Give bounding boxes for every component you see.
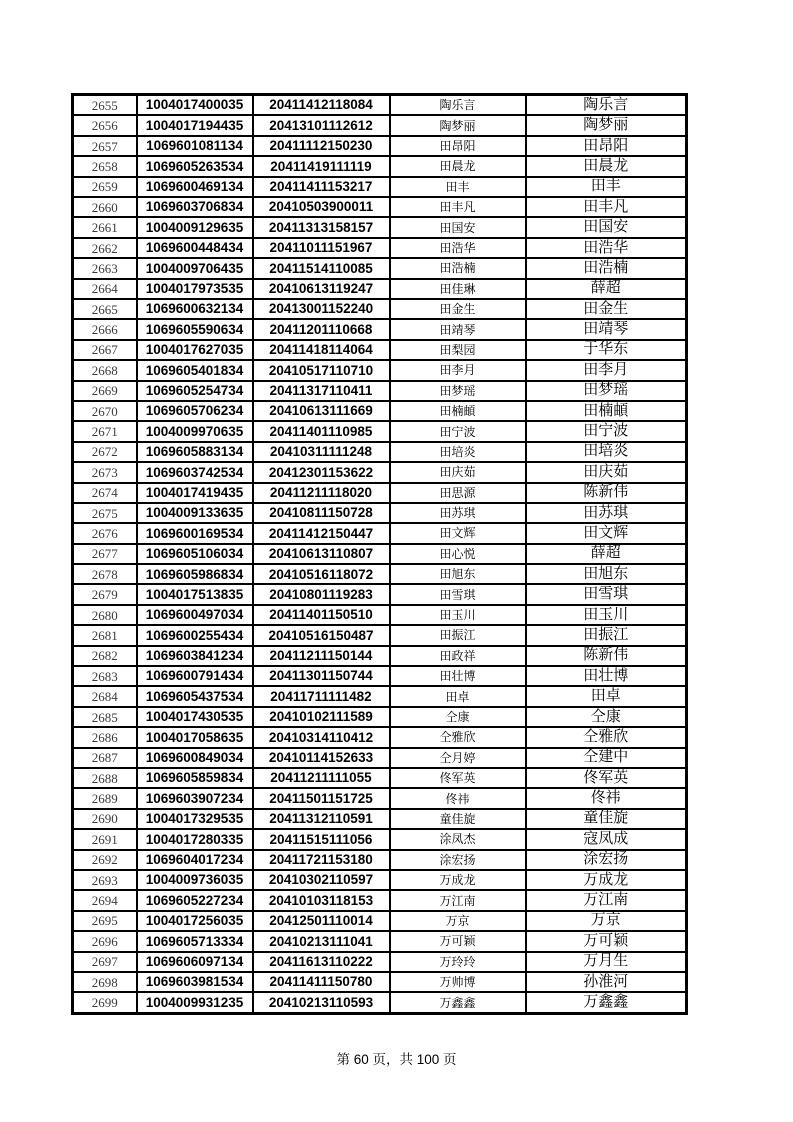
table-row [73,544,687,564]
cell-id-number: 1069600255434 [137,625,253,645]
cell-registration-number: 20411721153180 [253,850,390,870]
cell-second-name: 佟祎 [526,788,687,808]
cell-second-name: 田庆茹 [526,462,687,482]
cell-registration-number: 20411418114064 [253,340,390,360]
cell-name: 万江南 [390,890,526,910]
cell-registration-number: 20411419111119 [253,156,390,176]
cell-registration-number: 20410213111041 [253,931,390,951]
cell-registration-number: 20411301150744 [253,666,390,686]
cell-id-number: 1069600791434 [137,666,253,686]
table-row [73,727,687,747]
table-row [73,931,687,951]
cell-registration-number: 20411211150144 [253,646,390,666]
cell-name: 仝月婷 [390,748,526,768]
cell-registration-number: 20410213110593 [253,992,390,1013]
table-row [73,992,687,1013]
cell-name: 田雪琪 [390,584,526,604]
cell-registration-number: 20410114152633 [253,748,390,768]
cell-name: 田楠頔 [390,401,526,421]
cell-id-number: 1004017280335 [137,829,253,849]
cell-sequence-number: 2697 [73,952,137,972]
cell-id-number: 1069600849034 [137,748,253,768]
cell-sequence-number: 2685 [73,707,137,727]
cell-sequence-number: 2675 [73,503,137,523]
cell-second-name: 万鑫鑫 [526,992,687,1013]
table-row [73,156,687,176]
cell-registration-number: 20412301153622 [253,462,390,482]
cell-registration-number: 20411501151725 [253,788,390,808]
cell-name: 田梨园 [390,340,526,360]
cell-registration-number: 20410103118153 [253,890,390,910]
cell-second-name: 于华东 [526,340,687,360]
cell-second-name: 田梦瑶 [526,381,687,401]
cell-sequence-number: 2673 [73,462,137,482]
table-row [73,788,687,808]
cell-id-number: 1069606097134 [137,952,253,972]
cell-sequence-number: 2678 [73,564,137,584]
cell-name: 田李月 [390,360,526,380]
cell-name: 田思源 [390,483,526,503]
cell-id-number: 1069603742534 [137,462,253,482]
cell-registration-number: 20412501110014 [253,911,390,931]
table-row [73,768,687,788]
cell-name: 万成龙 [390,870,526,890]
cell-id-number: 1069603706834 [137,197,253,217]
table-row [73,870,687,890]
cell-id-number: 1069603907234 [137,788,253,808]
cell-sequence-number: 2694 [73,890,137,910]
cell-name: 田梦瑶 [390,381,526,401]
cell-sequence-number: 2686 [73,727,137,747]
cell-second-name: 薛超 [526,279,687,299]
cell-sequence-number: 2684 [73,686,137,706]
cell-registration-number: 20410613110807 [253,544,390,564]
cell-id-number: 1069600632134 [137,299,253,319]
cell-registration-number: 20410302110597 [253,870,390,890]
cell-id-number: 1069604017234 [137,850,253,870]
cell-second-name: 田昂阳 [526,136,687,156]
table-row [73,707,687,727]
cell-name: 田苏琪 [390,503,526,523]
cell-name: 陶乐言 [390,95,526,116]
cell-registration-number: 20413101112612 [253,115,390,135]
cell-second-name: 田丰凡 [526,197,687,217]
cell-id-number: 1069600169534 [137,523,253,543]
cell-sequence-number: 2666 [73,319,137,339]
cell-sequence-number: 2662 [73,238,137,258]
cell-sequence-number: 2655 [73,95,137,116]
cell-name: 田靖琴 [390,319,526,339]
cell-second-name: 田楠頔 [526,401,687,421]
cell-sequence-number: 2664 [73,279,137,299]
cell-registration-number: 20411401150510 [253,605,390,625]
cell-name: 万鑫鑫 [390,992,526,1013]
cell-id-number: 1004009931235 [137,992,253,1013]
table-row [73,258,687,278]
cell-name: 田玉川 [390,605,526,625]
cell-id-number: 1004017194435 [137,115,253,135]
cell-registration-number: 20411011151967 [253,238,390,258]
cell-sequence-number: 2682 [73,646,137,666]
cell-registration-number: 20410516118072 [253,564,390,584]
cell-second-name: 涂宏扬 [526,850,687,870]
table-row [73,319,687,339]
cell-sequence-number: 2674 [73,483,137,503]
cell-second-name: 田振江 [526,625,687,645]
cell-sequence-number: 2659 [73,177,137,197]
cell-second-name: 仝雅欣 [526,727,687,747]
cell-registration-number: 20410516150487 [253,625,390,645]
cell-name: 田丰 [390,177,526,197]
cell-id-number: 1004017058635 [137,727,253,747]
cell-name: 佟军英 [390,768,526,788]
cell-id-number: 1004017256035 [137,911,253,931]
cell-registration-number: 20411313158157 [253,217,390,237]
cell-id-number: 1004017627035 [137,340,253,360]
cell-name: 田丰凡 [390,197,526,217]
cell-id-number: 1069601081134 [137,136,253,156]
cell-registration-number: 20411412150447 [253,523,390,543]
cell-name: 田晨龙 [390,156,526,176]
cell-registration-number: 20411317110411 [253,381,390,401]
cell-second-name: 仝康 [526,707,687,727]
cell-registration-number: 20411211118020 [253,483,390,503]
cell-second-name: 万可颖 [526,931,687,951]
cell-second-name: 田浩楠 [526,258,687,278]
cell-registration-number: 20411112150230 [253,136,390,156]
cell-sequence-number: 2691 [73,829,137,849]
cell-second-name: 陈新伟 [526,483,687,503]
cell-name: 田卓 [390,686,526,706]
roster-table-body [73,95,687,1014]
table-row [73,95,687,116]
cell-id-number: 1069605713334 [137,931,253,951]
cell-sequence-number: 2668 [73,360,137,380]
cell-second-name: 田宁波 [526,421,687,441]
roster-table [71,93,688,1015]
cell-sequence-number: 2690 [73,809,137,829]
cell-registration-number: 20411312110591 [253,809,390,829]
cell-sequence-number: 2683 [73,666,137,686]
cell-sequence-number: 2689 [73,788,137,808]
cell-id-number: 1004009736035 [137,870,253,890]
cell-id-number: 1069605986834 [137,564,253,584]
cell-id-number: 1004009970635 [137,421,253,441]
cell-second-name: 万江南 [526,890,687,910]
table-row [73,197,687,217]
cell-name: 仝康 [390,707,526,727]
cell-name: 涂宏扬 [390,850,526,870]
table-row [73,911,687,931]
table-row [73,850,687,870]
cell-second-name: 田壮博 [526,666,687,686]
table-row [73,686,687,706]
cell-second-name: 田靖琴 [526,319,687,339]
cell-id-number: 1069600448434 [137,238,253,258]
cell-id-number: 1004017513835 [137,584,253,604]
table-row [73,279,687,299]
cell-name: 佟祎 [390,788,526,808]
cell-sequence-number: 2657 [73,136,137,156]
cell-second-name: 万月生 [526,952,687,972]
table-row [73,381,687,401]
cell-registration-number: 20410102111589 [253,707,390,727]
table-row [73,625,687,645]
cell-name: 田振江 [390,625,526,645]
cell-registration-number: 20411711111482 [253,686,390,706]
cell-second-name: 佟军英 [526,768,687,788]
cell-sequence-number: 2672 [73,442,137,462]
cell-name: 田旭东 [390,564,526,584]
cell-registration-number: 20410613111669 [253,401,390,421]
cell-second-name: 田玉川 [526,605,687,625]
cell-second-name: 田旭东 [526,564,687,584]
cell-second-name: 万京 [526,911,687,931]
table-row [73,483,687,503]
cell-name: 田佳琳 [390,279,526,299]
cell-sequence-number: 2680 [73,605,137,625]
cell-sequence-number: 2671 [73,421,137,441]
cell-second-name: 童佳旋 [526,809,687,829]
cell-second-name: 万成龙 [526,870,687,890]
cell-registration-number: 20410311111248 [253,442,390,462]
cell-sequence-number: 2687 [73,748,137,768]
cell-second-name: 田卓 [526,686,687,706]
table-row [73,421,687,441]
cell-id-number: 1069605883134 [137,442,253,462]
cell-sequence-number: 2663 [73,258,137,278]
table-row [73,890,687,910]
table-row [73,238,687,258]
cell-registration-number: 20410801119283 [253,584,390,604]
cell-sequence-number: 2665 [73,299,137,319]
cell-name: 田金生 [390,299,526,319]
cell-name: 童佳旋 [390,809,526,829]
cell-second-name: 田雪琪 [526,584,687,604]
cell-registration-number: 20411515111056 [253,829,390,849]
cell-sequence-number: 2676 [73,523,137,543]
cell-id-number: 1069605706234 [137,401,253,421]
cell-name: 仝雅欣 [390,727,526,747]
cell-second-name: 田李月 [526,360,687,380]
table-row [73,809,687,829]
table-row [73,646,687,666]
cell-registration-number: 20411411150780 [253,972,390,992]
cell-name: 田壮博 [390,666,526,686]
cell-second-name: 田浩华 [526,238,687,258]
cell-name: 田政祥 [390,646,526,666]
table-row [73,503,687,523]
table-row [73,299,687,319]
cell-name: 万帅博 [390,972,526,992]
cell-second-name: 田文辉 [526,523,687,543]
cell-registration-number: 20411412118084 [253,95,390,116]
cell-registration-number: 20410517110710 [253,360,390,380]
cell-id-number: 1004017400035 [137,95,253,116]
cell-name: 田心悦 [390,544,526,564]
table-row [73,829,687,849]
cell-second-name: 陶梦丽 [526,115,687,135]
cell-sequence-number: 2669 [73,381,137,401]
table-row [73,605,687,625]
cell-registration-number: 20411514110085 [253,258,390,278]
cell-registration-number: 20410811150728 [253,503,390,523]
cell-name: 万可颖 [390,931,526,951]
cell-second-name: 薛超 [526,544,687,564]
cell-registration-number: 20411411153217 [253,177,390,197]
cell-registration-number: 20411613110222 [253,952,390,972]
cell-id-number: 1004017329535 [137,809,253,829]
cell-registration-number: 20410314110412 [253,727,390,747]
table-row [73,340,687,360]
cell-id-number: 1004017430535 [137,707,253,727]
cell-sequence-number: 2696 [73,931,137,951]
cell-id-number: 1069605106034 [137,544,253,564]
cell-id-number: 1069600497034 [137,605,253,625]
cell-sequence-number: 2681 [73,625,137,645]
cell-sequence-number: 2677 [73,544,137,564]
table-row [73,177,687,197]
table-row [73,115,687,135]
table-row [73,523,687,543]
cell-name: 田庆茹 [390,462,526,482]
cell-id-number: 1069605437534 [137,686,253,706]
cell-sequence-number: 2661 [73,217,137,237]
table-row [73,442,687,462]
cell-sequence-number: 2688 [73,768,137,788]
cell-id-number: 1069605254734 [137,381,253,401]
cell-sequence-number: 2695 [73,911,137,931]
cell-id-number: 1069600469134 [137,177,253,197]
table-row [73,666,687,686]
cell-registration-number: 20413001152240 [253,299,390,319]
cell-registration-number: 20410613119247 [253,279,390,299]
cell-registration-number: 20410503900011 [253,197,390,217]
page-number-footer: 第 60 页，共 100 页 [336,1052,457,1067]
cell-name: 田浩华 [390,238,526,258]
cell-sequence-number: 2679 [73,584,137,604]
cell-sequence-number: 2667 [73,340,137,360]
cell-registration-number: 20411201110668 [253,319,390,339]
cell-sequence-number: 2692 [73,850,137,870]
cell-sequence-number: 2660 [73,197,137,217]
cell-second-name: 陶乐言 [526,95,687,116]
cell-sequence-number: 2699 [73,992,137,1013]
cell-sequence-number: 2693 [73,870,137,890]
cell-second-name: 田丰 [526,177,687,197]
cell-id-number: 1069605859834 [137,768,253,788]
table-row [73,217,687,237]
cell-name: 田培炎 [390,442,526,462]
cell-name: 陶梦丽 [390,115,526,135]
cell-second-name: 田苏琪 [526,503,687,523]
cell-id-number: 1069605227234 [137,890,253,910]
cell-registration-number: 20411401110985 [253,421,390,441]
cell-second-name: 寇凤成 [526,829,687,849]
cell-id-number: 1004009706435 [137,258,253,278]
cell-sequence-number: 2670 [73,401,137,421]
cell-second-name: 陈新伟 [526,646,687,666]
cell-name: 田国安 [390,217,526,237]
cell-name: 田昂阳 [390,136,526,156]
cell-id-number: 1004009129635 [137,217,253,237]
table-row [73,360,687,380]
cell-id-number: 1069605263534 [137,156,253,176]
table-row [73,748,687,768]
cell-second-name: 田培炎 [526,442,687,462]
cell-name: 田宁波 [390,421,526,441]
cell-sequence-number: 2656 [73,115,137,135]
cell-id-number: 1069603841234 [137,646,253,666]
cell-sequence-number: 2658 [73,156,137,176]
table-row [73,584,687,604]
cell-second-name: 田晨龙 [526,156,687,176]
cell-second-name: 田国安 [526,217,687,237]
cell-id-number: 1004009133635 [137,503,253,523]
cell-second-name: 田金生 [526,299,687,319]
cell-second-name: 孙淮河 [526,972,687,992]
cell-sequence-number: 2698 [73,972,137,992]
cell-id-number: 1004017419435 [137,483,253,503]
cell-registration-number: 20411211111055 [253,768,390,788]
cell-name: 田浩楠 [390,258,526,278]
cell-id-number: 1069603981534 [137,972,253,992]
cell-second-name: 仝建中 [526,748,687,768]
cell-name: 田文辉 [390,523,526,543]
table-row [73,564,687,584]
table-row [73,136,687,156]
cell-id-number: 1004017973535 [137,279,253,299]
table-row [73,401,687,421]
cell-id-number: 1069605590634 [137,319,253,339]
cell-name: 涂凤杰 [390,829,526,849]
table-row [73,462,687,482]
cell-name: 万京 [390,911,526,931]
cell-id-number: 1069605401834 [137,360,253,380]
table-row [73,972,687,992]
table-row [73,952,687,972]
cell-name: 万玲玲 [390,952,526,972]
